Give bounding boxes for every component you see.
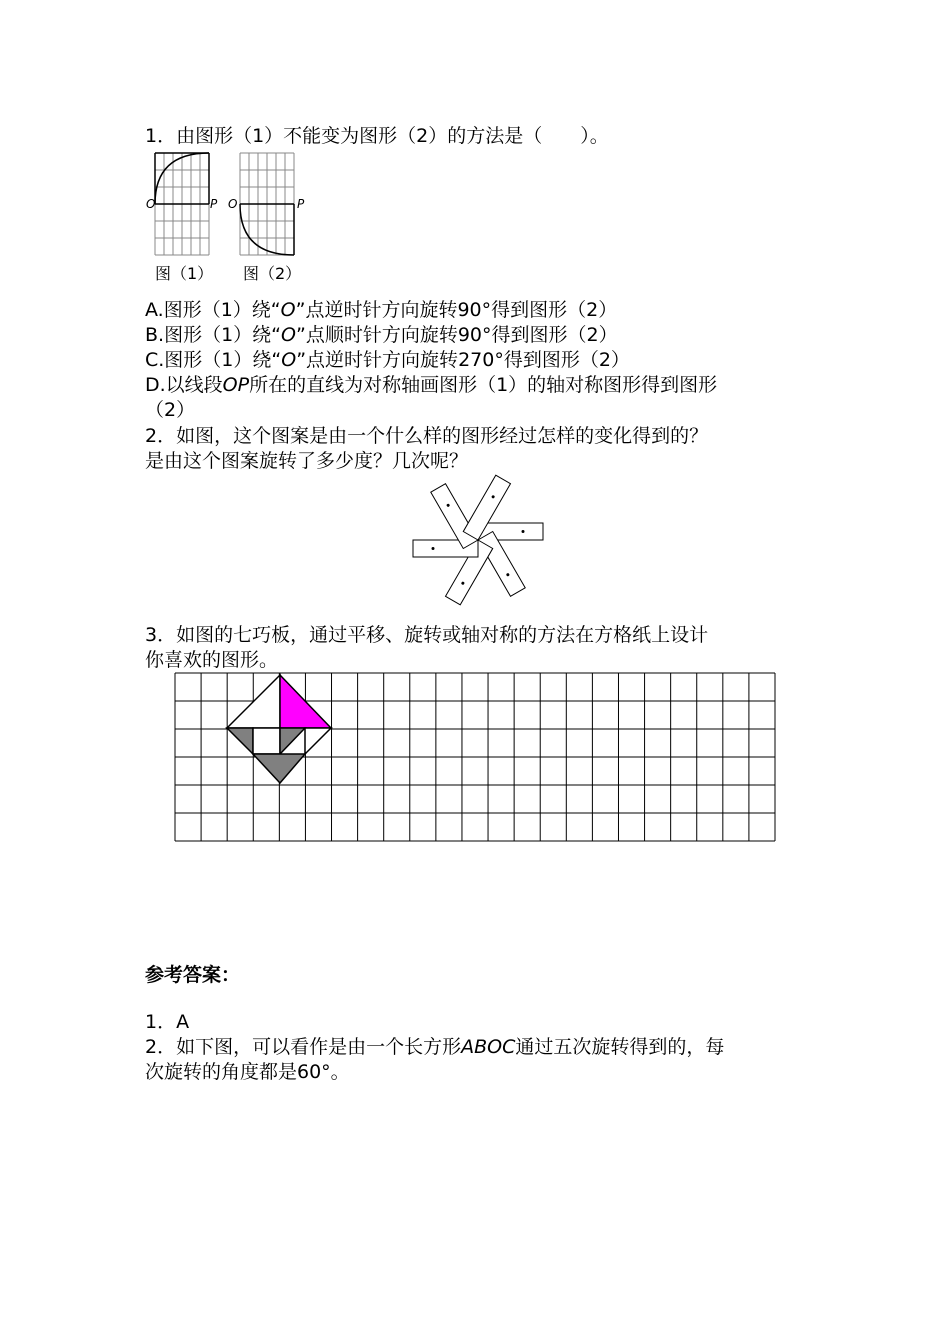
q1-option-d-post: 所在的直线为对称轴画图形（1）的轴对称图形得到图形: [249, 374, 718, 396]
q3-grid-figure: [175, 673, 777, 845]
q1-option-b-post: ”点顺时针方向旋转90°得到图形（2）: [295, 324, 618, 346]
q1-option-a-post: ”点逆时针方向旋转90°得到图形（2）: [295, 299, 618, 321]
q1-option-d-cont: （2）: [145, 399, 196, 421]
q1-option-c-post: ”点逆时针方向旋转270°得到图形（2）: [296, 349, 630, 371]
q1-option-a: [145, 298, 617, 322]
answer-2-line2: 次旋转的角度都是60°。: [145, 1061, 350, 1083]
q1-option-b-pre: B.图形（1）绕“: [145, 324, 282, 346]
q2-line1: 2．如图，这个图案是由一个什么样的图形经过怎样的变化得到的？: [145, 425, 709, 447]
answer-2-var: ABOC: [461, 1036, 516, 1058]
tangram-left-gray-triangle: [227, 728, 253, 754]
q1-option-d-var: OP: [222, 374, 250, 396]
q1-option-a-var: O: [280, 299, 296, 321]
tangram-bottom-gray-triangle: [253, 754, 305, 783]
answer-2-line1: [145, 1035, 724, 1059]
q2-pinwheel-figure: [400, 470, 560, 610]
q1-fig1-caption: 图（1）: [155, 264, 214, 283]
answer-2-post: 通过五次旋转得到的，每: [515, 1036, 725, 1058]
q1-fig1-label-p: P: [210, 197, 218, 211]
q1-option-b: [145, 323, 618, 347]
q1-option-c-pre: C.图形（1）绕“: [145, 349, 282, 371]
tangram-white-square: [253, 728, 280, 754]
tangram-white-small-triangle: [305, 728, 331, 754]
q1-fig2-caption: 图（2）: [243, 264, 302, 283]
q3-line2: 你喜欢的图形。: [145, 649, 279, 671]
q2-line2: 是由这个图案旋转了多少度？几次呢？: [145, 450, 469, 472]
q1-option-c: [145, 348, 630, 372]
q1-option-c-var: O: [281, 349, 297, 371]
q1-fig2-label-p: P: [297, 197, 305, 211]
q1-option-a-pre: A.图形（1）绕“: [145, 299, 281, 321]
answers-heading: 参考答案：: [145, 964, 241, 986]
q1-stem: 1．由图形（1）不能变为图形（2）的方法是（ ）。: [145, 125, 609, 147]
answer-2-pre: 2．如下图，可以看作是由一个长方形: [145, 1036, 462, 1058]
answer-1: 1．A: [145, 1011, 190, 1033]
tangram-small-gray-triangle: [280, 728, 305, 754]
q1-option-d: [145, 373, 717, 397]
q3-line1: 3．如图的七巧板，通过平移、旋转或轴对称的方法在方格纸上设计: [145, 624, 709, 646]
q1-option-b-var: O: [281, 324, 296, 346]
q1-option-d-pre: D.以线段: [145, 374, 223, 396]
q1-fig1-label-o: O: [146, 197, 156, 211]
q1-fig2-label-o: O: [228, 197, 238, 211]
